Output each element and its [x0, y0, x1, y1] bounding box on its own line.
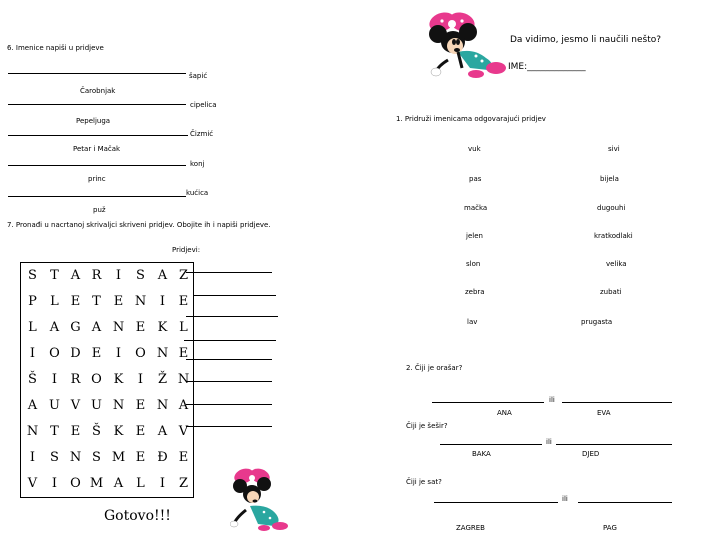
answer-line-5[interactable]	[8, 196, 186, 197]
hint-2: Pepeljuga	[76, 117, 111, 125]
grid-cell[interactable]: T	[50, 268, 59, 283]
grid-cell[interactable]: U	[91, 398, 102, 413]
hint-5: puž	[93, 206, 106, 214]
grid-cell[interactable]: E	[135, 450, 146, 465]
noun-1: šapić	[189, 72, 208, 80]
grid-cell[interactable]: S	[136, 268, 145, 283]
adj-striped[interactable]: prugasta	[581, 318, 613, 326]
grid-cell[interactable]: I	[159, 476, 166, 491]
grid-row	[21, 393, 193, 419]
grid-cell[interactable]: E	[70, 294, 81, 309]
exercise7-heading: 7. Pronađi u nacrtanoj skrivaljci skriveni pridjev. Obojite ih i napiši pridjeve.	[7, 221, 271, 229]
grid-answer-line-3[interactable]	[186, 316, 278, 317]
adj-toothed[interactable]: zubati	[600, 288, 622, 296]
answer-2-2a[interactable]	[440, 444, 542, 445]
grid-cell[interactable]: A	[113, 476, 124, 491]
or-1: ili	[549, 396, 555, 404]
word-search-grid	[20, 262, 194, 498]
grid-cell[interactable]: I	[159, 294, 166, 309]
grid-cell[interactable]: L	[179, 320, 188, 335]
grid-cell[interactable]: A	[157, 268, 168, 283]
hint-3: Petar i Mačak	[73, 145, 121, 153]
grid-cell[interactable]: A	[27, 398, 38, 413]
grid-cell[interactable]: O	[135, 346, 146, 361]
grid-cell[interactable]: O	[70, 476, 81, 491]
name-ana: ANA	[497, 409, 512, 417]
noun-cat[interactable]: mačka	[464, 204, 488, 212]
answer-2-1b[interactable]	[562, 402, 672, 403]
hint-4: princ	[88, 175, 106, 183]
grid-cell[interactable]: K	[113, 372, 124, 387]
grid-cell[interactable]: D	[70, 346, 81, 361]
minnie-mouse-top	[428, 8, 512, 80]
grid-cell[interactable]: K	[113, 424, 124, 439]
adj-long-eared[interactable]: dugouhi	[597, 204, 626, 212]
grid-row	[21, 289, 193, 315]
exercise7-subheading: Pridjevi:	[172, 246, 201, 254]
grid-cell[interactable]: T	[92, 294, 101, 309]
noun-lion[interactable]: lav	[467, 318, 478, 326]
grid-cell[interactable]: Š	[92, 424, 101, 439]
answer-2-3b[interactable]	[578, 502, 672, 503]
grid-cell[interactable]: Š	[28, 372, 37, 387]
grid-cell[interactable]: R	[91, 268, 102, 283]
grid-answer-line-6[interactable]	[186, 381, 272, 382]
grid-row	[21, 315, 193, 341]
adj-white[interactable]: bijela	[600, 175, 619, 183]
grid-cell[interactable]: L	[28, 320, 37, 335]
name-djed: DJED	[582, 450, 600, 458]
answer-line-2[interactable]	[8, 104, 186, 105]
grid-cell[interactable]: N	[156, 346, 169, 361]
grid-row	[21, 341, 193, 367]
grid-cell[interactable]: I	[137, 372, 144, 387]
grid-cell[interactable]: E	[135, 398, 146, 413]
grid-cell[interactable]: V	[27, 476, 38, 491]
hint-1: Čarobnjak	[80, 87, 116, 95]
adj-grey[interactable]: sivi	[608, 145, 620, 153]
quiz-title: Da vidimo, jesmo li naučili nešto?	[510, 35, 662, 45]
name-baka: BAKA	[472, 450, 491, 458]
city-pag: PAG	[603, 524, 617, 532]
grid-cell[interactable]: I	[29, 346, 36, 361]
grid-cell[interactable]: R	[70, 372, 81, 387]
exercise6-heading: 6. Imenice napiši u pridjeve	[7, 44, 104, 52]
grid-cell[interactable]: V	[178, 424, 189, 439]
grid-cell[interactable]: S	[28, 268, 37, 283]
grid-cell[interactable]: Đ	[157, 450, 168, 465]
grid-answer-line-5[interactable]	[186, 359, 272, 360]
grid-cell[interactable]: I	[115, 268, 122, 283]
exercise2-question-1: 2. Čiji je orašar?	[406, 364, 463, 372]
grid-row	[21, 445, 193, 471]
grid-answer-line-8[interactable]	[186, 426, 272, 427]
grid-cell[interactable]: E	[70, 424, 81, 439]
grid-cell[interactable]: N	[112, 320, 125, 335]
grid-answer-line-1[interactable]	[186, 272, 272, 273]
or-2: ili	[546, 438, 552, 446]
adj-short-haired[interactable]: kratkodlaki	[594, 232, 633, 240]
noun-3: Čizmić	[190, 130, 214, 138]
noun-4: konj	[190, 160, 205, 168]
grid-cell[interactable]: E	[113, 294, 124, 309]
or-3: ili	[562, 495, 568, 503]
grid-cell[interactable]: Z	[178, 268, 189, 283]
answer-line-3[interactable]	[8, 135, 188, 136]
grid-cell[interactable]: Ž	[157, 372, 168, 387]
grid-cell[interactable]: N	[134, 294, 147, 309]
answer-line-4[interactable]	[8, 165, 186, 166]
grid-cell[interactable]: A	[49, 320, 60, 335]
grid-cell[interactable]: A	[91, 320, 102, 335]
grid-row	[21, 263, 193, 289]
grid-cell[interactable]: M	[111, 450, 126, 465]
grid-cell[interactable]: L	[50, 294, 59, 309]
answer-line-1[interactable]	[8, 73, 186, 74]
grid-cell[interactable]: O	[91, 372, 102, 387]
grid-row	[21, 419, 193, 445]
grid-cell[interactable]: A	[70, 268, 81, 283]
grid-cell[interactable]: I	[51, 476, 58, 491]
grid-cell[interactable]: N	[69, 450, 82, 465]
grid-cell[interactable]: N	[156, 398, 169, 413]
grid-cell[interactable]: Z	[178, 476, 189, 491]
noun-5: kućica	[186, 189, 209, 197]
exercise2-question-2: Čiji je šešir?	[406, 422, 448, 430]
noun-wolf[interactable]: vuk	[468, 145, 481, 153]
grid-answer-line-4[interactable]	[184, 340, 276, 341]
noun-2: cipelica	[190, 101, 217, 109]
minnie-mouse-bottom	[230, 466, 290, 532]
grid-row	[21, 471, 193, 497]
grid-cell[interactable]: U	[49, 398, 60, 413]
grid-cell[interactable]: E	[178, 294, 189, 309]
grid-answer-line-7[interactable]	[186, 404, 272, 405]
city-zagreb: ZAGREB	[456, 524, 485, 532]
grid-answer-line-2[interactable]	[194, 295, 276, 296]
grid-cell[interactable]: I	[29, 450, 36, 465]
grid-cell[interactable]: M	[89, 476, 104, 491]
grid-cell[interactable]: K	[157, 320, 168, 335]
answer-2-2b[interactable]	[556, 444, 672, 445]
grid-cell[interactable]: N	[177, 372, 190, 387]
grid-cell[interactable]: E	[91, 346, 102, 361]
done-label: Gotovo!!!	[104, 508, 171, 524]
grid-cell[interactable]: T	[50, 424, 59, 439]
grid-cell[interactable]: V	[70, 398, 81, 413]
grid-cell[interactable]: A	[157, 424, 168, 439]
grid-cell[interactable]: E	[178, 450, 189, 465]
grid-cell[interactable]: G	[70, 320, 81, 335]
grid-cell[interactable]: E	[178, 346, 189, 361]
answer-2-3a[interactable]	[434, 502, 558, 503]
grid-cell[interactable]: P	[28, 294, 37, 309]
adj-big[interactable]: velika	[606, 260, 627, 268]
grid-cell[interactable]: L	[136, 476, 145, 491]
grid-cell[interactable]: I	[51, 372, 58, 387]
name-eva: EVA	[597, 409, 611, 417]
answer-2-1a[interactable]	[432, 402, 544, 403]
grid-cell[interactable]: S	[92, 450, 101, 465]
noun-dog[interactable]: pas	[469, 175, 482, 183]
noun-deer[interactable]: jelen	[466, 232, 483, 240]
grid-cell[interactable]: N	[112, 398, 125, 413]
exercise1-heading: 1. Pridruži imenicama odgovarajući pridjev	[396, 115, 546, 123]
grid-row	[21, 367, 193, 393]
grid-cell[interactable]: E	[135, 424, 146, 439]
grid-cell[interactable]: N	[26, 424, 39, 439]
grid-cell[interactable]: O	[49, 346, 60, 361]
exercise2-question-3: Čiji je sat?	[406, 478, 442, 486]
grid-cell[interactable]: E	[135, 320, 146, 335]
grid-cell[interactable]: I	[115, 346, 122, 361]
noun-zebra[interactable]: zebra	[465, 288, 485, 296]
noun-elephant[interactable]: slon	[466, 260, 481, 268]
name-field-label[interactable]: IME:_____________	[508, 62, 586, 72]
grid-cell[interactable]: A	[178, 398, 189, 413]
grid-cell[interactable]: S	[50, 450, 59, 465]
